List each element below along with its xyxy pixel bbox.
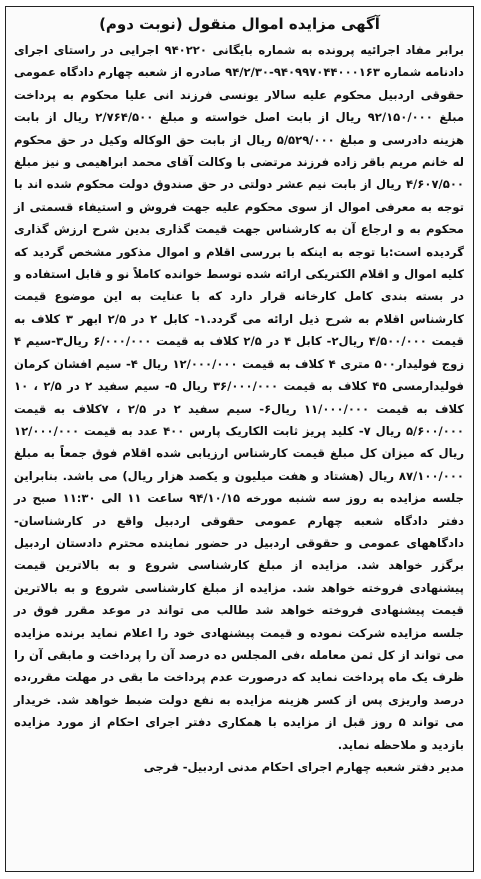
notice-frame [5,6,474,872]
notice-body: برابر مفاد اجرائیه پرونده به شماره بایگانی ۹۴۰۲۲۰ اجرایی در راستای اجرای دادنامه شماره ۹۴۰۹۹۷۰۴۴۰۰۰۱۶۳-۹۴/۲/۳۰ صادره از شعبه چهارم دادگاه عمومی حقوقی اردبیل محکوم علیه سالار یونسی فرزند انی علیا محکوم به پرداخت مبلغ ۹۲/۱۵۰/۰۰۰ ریال از بابت اصل خواسته و مبلغ ۲/۷۶۴/۵۰۰ ریال از بابت هزینه دادرسی و مبلغ ۵/۵۲۹/۰۰۰ ریال از بابت حق الوکاله وکیل در حق محکوم له خانم مریم باقر زاده فرزند مرتضی با وکالت آقای محمد ابراهیمی و نیز مبلغ ۴/۶۰۷/۵۰۰ ریال از بابت نیم عشر دولتی در حق صندوق دولت محکوم شده اند با توجه به معرفی اموال از سوی محکوم علیه جهت فروش و استیفاء قسمتی از محکوم به و ارجاع آن به کارشناس جهت قیمت گذاری بدین شرح ارزش گذاری گردیده است:با توجه به اینکه با بررسی اقلام و اموال مذکور مشخص گردید که کلیه اموال و اقلام الکتریکی ارائه شده توسط خوانده کاملاً نو و قابل استفاده و در بسته بندی کامل کارخانه قرار دارد که با عنایت به این موضوع قیمت کارشناس اقلام به شرح ذیل ارائه می گردد.۱- کابل ۲ در ۲/۵ ابهر ۳ کلاف به قیمت ۴/۵۰۰/۰۰۰ ریال۲- کابل ۴ در ۲/۵ کلاف به قیمت ۶/۰۰۰/۰۰۰ ریال۳-سیم ۴ زوج فولیدار۵۰۰ متری ۴ کلاف به قیمت ۱۲/۰۰۰/۰۰۰ ریال ۴- سیم افشان کرمان فولیدارمسی ۴۵ کلاف به قیمت ۳۶/۰۰۰/۰۰۰ ریال ۵- سیم سفید ۲ در ۲/۵ ، ۱۰ کلاف به قیمت ۱۱/۰۰۰/۰۰۰ ریال۶- سیم سفید ۲ در ۲/۵ ، ۷کلاف به قیمت ۵/۶۰۰/۰۰۰ ریال ۷- کلید پریز ثابت الکاریک پارس ۴۰۰ عدد به قیمت ۱۲/۰۰۰/۰۰۰ ریال که میزان کل مبلغ قیمت کارشناس ارزیابی شده اقلام فوق جمعاً به مبلغ ۸۷/۱۰۰/۰۰۰ ریال (هشتاد و هفت میلیون و یکصد هزار ریال) می باشد. بنابراین جلسه مزایده به روز سه شنبه مورخه ۹۴/۱۰/۱۵ ساعت ۱۱ الی ۱۱:۳۰ صبح در دفتر دادگاه شعبه چهارم عمومی حقوقی اردبیل واقع در کارشناسان- دادگاههای عمومی و حقوقی اردبیل در حضور نماینده محترم دادستان اردبیل برگزر خواهد شد. مزایده از مبلغ کارشناسی شروع و به بالاترین قیمت پیشنهادی فروخته خواهد شد. مزایده از مبلغ کارشناسی شروع و به بالاترین قیمت پیشنهادی فروخته خواهد شد طالب می تواند در موعد مقرر فوق در جلسه مزایده شرکت نموده و قیمت پیشنهادی خود را اعلام نماید برنده مزایده می تواند از کل ثمن معامله ،فی المجلس ده درصد آن را پرداخت و مابقی آن را ظرف یک ماه پرداخت نماید که درصورت عدم پرداخت ما بقی در مهلت مقرر،ده درصد واریزی پس از کسر هزینه مزایده به نفع دولت ضبط خواهد شد. خریدار می تواند ۵ روز قبل از مزایده با همکاری دفتر اجرای احکام از مورد مزایده بازدید و ملاحظه نماید. [14,43,465,752]
notice-signature: مدیر دفتر شعبه چهارم اجرای احکام مدنی اردبیل- فرجی [143,760,464,774]
notice-title: آگهی مزایده اموال منقول (نوبت دوم) [99,15,380,33]
